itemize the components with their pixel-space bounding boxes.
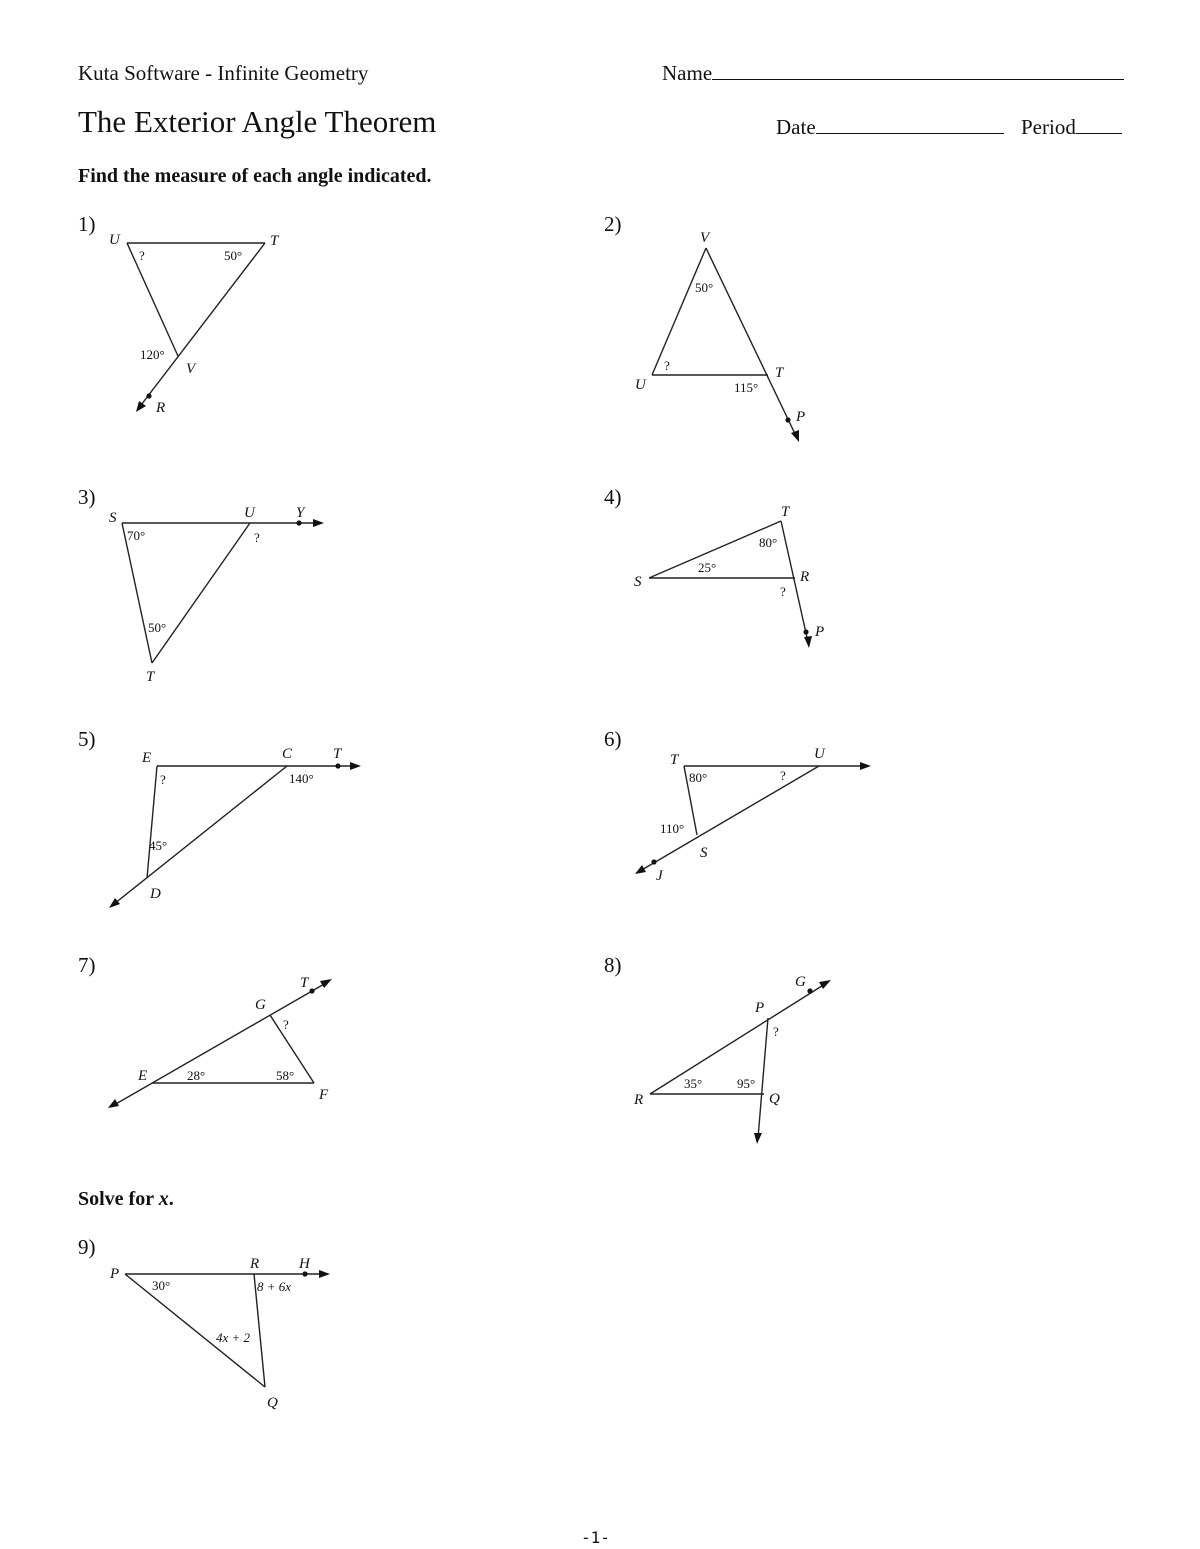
angle-label-exterior: ? <box>773 1024 779 1039</box>
problem-number-3: 3) <box>78 485 96 509</box>
vertex-label-v: V <box>186 361 196 377</box>
name-label: Name <box>662 61 713 85</box>
vertex-label-c: C <box>282 746 293 762</box>
triangle-figure-1 <box>109 232 280 416</box>
vertex-label-t: T <box>775 365 784 381</box>
vertex-label-r: R <box>250 1256 260 1272</box>
problem-number-8: 8) <box>604 953 622 977</box>
angle-label-u: ? <box>780 768 786 783</box>
date-label: Date <box>776 115 816 139</box>
vertex-label-r: R <box>634 1092 644 1108</box>
angle-label-exterior: ? <box>283 1017 289 1032</box>
problem-number-1: 1) <box>78 212 96 236</box>
vertex-label-q: Q <box>267 1395 278 1411</box>
vertex-label-f: F <box>319 1087 329 1103</box>
angle-label-q: 4x + 2 <box>216 1330 251 1345</box>
vertex-label-t: T <box>300 975 309 991</box>
worksheet-title: The Exterior Angle Theorem <box>78 104 437 139</box>
vertex-label-r: R <box>156 400 166 416</box>
vertex-label-e: E <box>142 750 152 766</box>
angle-label-u: ? <box>139 248 145 263</box>
vertex-label-g: G <box>795 974 806 990</box>
vertex-label-g: G <box>255 997 266 1013</box>
angle-label-v: 50° <box>695 280 714 295</box>
vertex-label-t: T <box>781 504 790 520</box>
angle-label-exterior: 110° <box>660 821 685 836</box>
angle-label-t: 50° <box>148 620 167 635</box>
triangle-figure-5 <box>109 746 361 908</box>
triangle-figure-9 <box>109 1256 330 1411</box>
angle-label-exterior: ? <box>254 530 260 545</box>
vertex-label-p: P <box>110 1266 120 1282</box>
angle-label-s: 70° <box>127 528 146 543</box>
page-number: -1- <box>581 1528 610 1547</box>
vertex-label-d: D <box>150 886 161 902</box>
instruction-solve-suffix: . <box>168 1188 174 1210</box>
angle-label-exterior: 120° <box>140 347 165 362</box>
triangle-figure-4 <box>634 504 824 648</box>
problem-number-2: 2) <box>604 212 622 236</box>
angle-label-t: 80° <box>759 535 778 550</box>
angle-label-t: 80° <box>689 770 708 785</box>
publisher-label: Kuta Software - Infinite Geometry <box>78 61 369 85</box>
triangle-figure-8 <box>633 974 831 1144</box>
angle-label-f: 58° <box>276 1068 295 1083</box>
vertex-label-t: T <box>333 746 342 762</box>
vertex-label-u: U <box>814 746 825 762</box>
vertex-label-s: S <box>700 845 708 861</box>
triangle-figure-3 <box>109 505 324 685</box>
angle-label-exterior: 8 + 6x <box>257 1279 292 1294</box>
angle-label-p: 30° <box>152 1278 171 1293</box>
vertex-label-p: P <box>755 1000 765 1016</box>
triangle-figure-2 <box>635 230 805 442</box>
angle-label-e: ? <box>160 772 166 787</box>
vertex-label-s: S <box>109 510 117 526</box>
instruction-solve-var: x <box>158 1188 169 1210</box>
problem-number-7: 7) <box>78 953 96 977</box>
angle-label-t: 50° <box>224 248 243 263</box>
angle-label-s: 25° <box>698 560 717 575</box>
problem-number-6: 6) <box>604 727 622 751</box>
vertex-label-y: Y <box>296 505 305 521</box>
vertex-label-u: U <box>635 377 646 393</box>
instruction-find-angles: Find the measure of each angle indicated. <box>78 165 432 187</box>
angle-label-exterior: 115° <box>734 380 759 395</box>
vertex-label-j: J <box>656 868 663 884</box>
problem-number-5: 5) <box>78 727 96 751</box>
angle-label-u: ? <box>664 358 670 373</box>
vertex-label-v: V <box>700 230 710 246</box>
angle-label-d: 45° <box>149 838 168 853</box>
vertex-label-t: T <box>670 752 679 768</box>
problem-number-9: 9) <box>78 1235 96 1259</box>
vertex-label-u: U <box>244 505 255 521</box>
instruction-solve-prefix: Solve for <box>78 1188 159 1210</box>
angle-label-e: 28° <box>187 1068 206 1083</box>
angle-label-r: 35° <box>684 1076 703 1091</box>
problem-number-4: 4) <box>604 485 622 509</box>
vertex-label-q: Q <box>769 1091 780 1107</box>
vertex-label-t: T <box>146 669 155 685</box>
vertex-label-p: P <box>796 409 806 425</box>
angle-label-q: 95° <box>737 1076 756 1091</box>
triangle-figure-6 <box>635 746 871 884</box>
vertex-label-u: U <box>109 232 120 248</box>
vertex-label-s: S <box>634 574 642 590</box>
triangle-figure-7 <box>108 975 332 1108</box>
vertex-label-r: R <box>800 569 810 585</box>
angle-label-exterior: 140° <box>289 771 314 786</box>
period-label: Period <box>1021 115 1076 139</box>
vertex-label-p: P <box>815 624 825 640</box>
vertex-label-t: T <box>270 233 279 249</box>
vertex-label-e: E <box>138 1068 148 1084</box>
vertex-label-h: H <box>299 1256 310 1272</box>
angle-label-exterior: ? <box>780 584 786 599</box>
